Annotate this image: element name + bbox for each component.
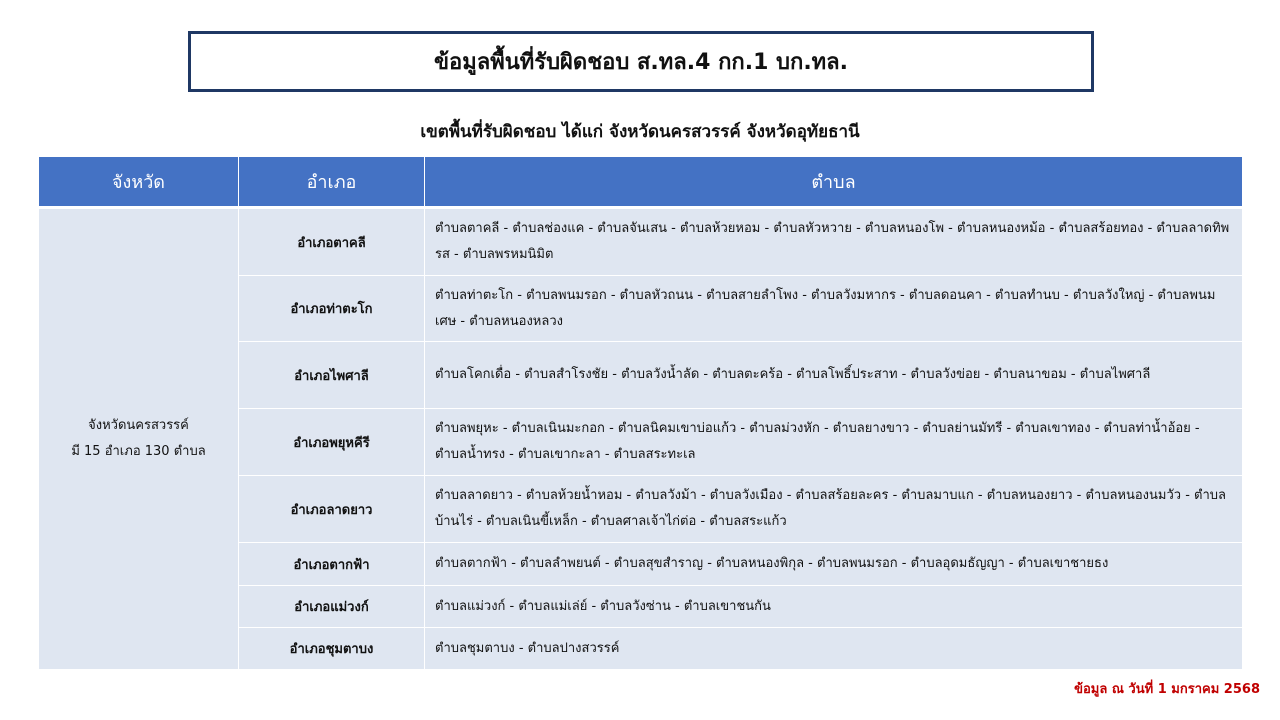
page-subtitle: เขตพื้นที่รับผิดชอบ ได้แก่ จังหวัดนครสวรรค์ จังหวัดอุทัยธานี	[420, 122, 860, 142]
district-cell: อำเภอไพศาลี	[239, 342, 425, 409]
page-title: ข้อมูลพื้นที่รับผิดชอบ ส.ทล.4 กก.1 บก.ทล.	[188, 31, 1094, 92]
subdistrict-cell: ตำบลชุมตาบง - ตำบลปางสวรรค์	[425, 628, 1243, 670]
subdistrict-cell: ตำบลตากฟ้า - ตำบลลำพยนต์ - ตำบลสุขสำราญ - ตำบลหนองพิกุล - ตำบลพนมรอก - ตำบลอุดมธัญญา - ตำบลเขาชายธง	[425, 543, 1243, 586]
district-cell: อำเภอท่าตะโก	[239, 276, 425, 342]
table-row	[39, 208, 1243, 276]
subdistrict-cell: ตำบลพยุหะ - ตำบลเนินมะกอก - ตำบลนิคมเขาบ่อแก้ว - ตำบลม่วงหัก - ตำบลยางขาว - ตำบลย่านมัทรี - ตำบลเขาทอง - ตำบลท่าน้ำอ้อย - ตำบลน้ำทรง - ตำบลเขากะลา - ตำบลสระทะเล	[425, 409, 1243, 476]
subdistrict-cell: ตำบลท่าตะโก - ตำบลพนมรอก - ตำบลหัวถนน - ตำบลสายลำโพง - ตำบลวังมหากร - ตำบลดอนคา - ตำบลทำนบ - ตำบลวังใหญ่ - ตำบลพนมเศษ - ตำบลหนองหลวง	[425, 276, 1243, 342]
district-cell: อำเภอตาคลี	[239, 208, 425, 276]
district-cell: อำเภอตากฟ้า	[239, 543, 425, 586]
subdistrict-cell: ตำบลโคกเดื่อ - ตำบลสำโรงชัย - ตำบลวังน้ำลัด - ตำบลตะคร้อ - ตำบลโพธิ์ประสาท - ตำบลวังข่อย - ตำบลนาขอม - ตำบลไพศาลี	[425, 342, 1243, 409]
table-header-row	[39, 157, 1243, 208]
province-cell	[39, 208, 239, 670]
subdistrict-cell: ตำบลลาดยาว - ตำบลห้วยน้ำหอม - ตำบลวังม้า - ตำบลวังเมือง - ตำบลสร้อยละคร - ตำบลมาบแก - ตำบลหนองยาว - ตำบลหนองนมวัว - ตำบลบ้านไร่ - ตำบลเนินขี้เหล็ก - ตำบลศาลเจ้าไก่ต่อ - ตำบลสระแก้ว	[425, 476, 1243, 543]
header-subdistrict: ตำบล	[425, 157, 1243, 208]
responsibility-table	[38, 156, 1243, 670]
header-province: จังหวัด	[39, 157, 239, 208]
header-district: อำเภอ	[239, 157, 425, 208]
district-cell: อำเภอลาดยาว	[239, 476, 425, 543]
subdistrict-cell: ตำบลแม่วงก์ - ตำบลแม่เล่ย์ - ตำบลวังซ่าน - ตำบลเขาชนกัน	[425, 586, 1243, 628]
province-name: จังหวัดนครสวรรค์	[88, 418, 189, 433]
data-date-note: ข้อมูล ณ วันที่ 1 มกราคม 2568	[1074, 682, 1260, 697]
district-cell: อำเภอพยุหคีรี	[239, 409, 425, 476]
province-summary: มี 15 อำเภอ 130 ตำบล	[71, 444, 206, 459]
subdistrict-cell: ตำบลตาคลี - ตำบลช่องแค - ตำบลจันเสน - ตำบลห้วยหอม - ตำบลหัวหวาย - ตำบลหนองโพ - ตำบลหนองหม้อ - ตำบลสร้อยทอง - ตำบลลาดทิพรส - ตำบลพรหมนิมิต	[425, 208, 1243, 276]
district-cell: อำเภอแม่วงก์	[239, 586, 425, 628]
district-cell: อำเภอชุมตาบง	[239, 628, 425, 670]
